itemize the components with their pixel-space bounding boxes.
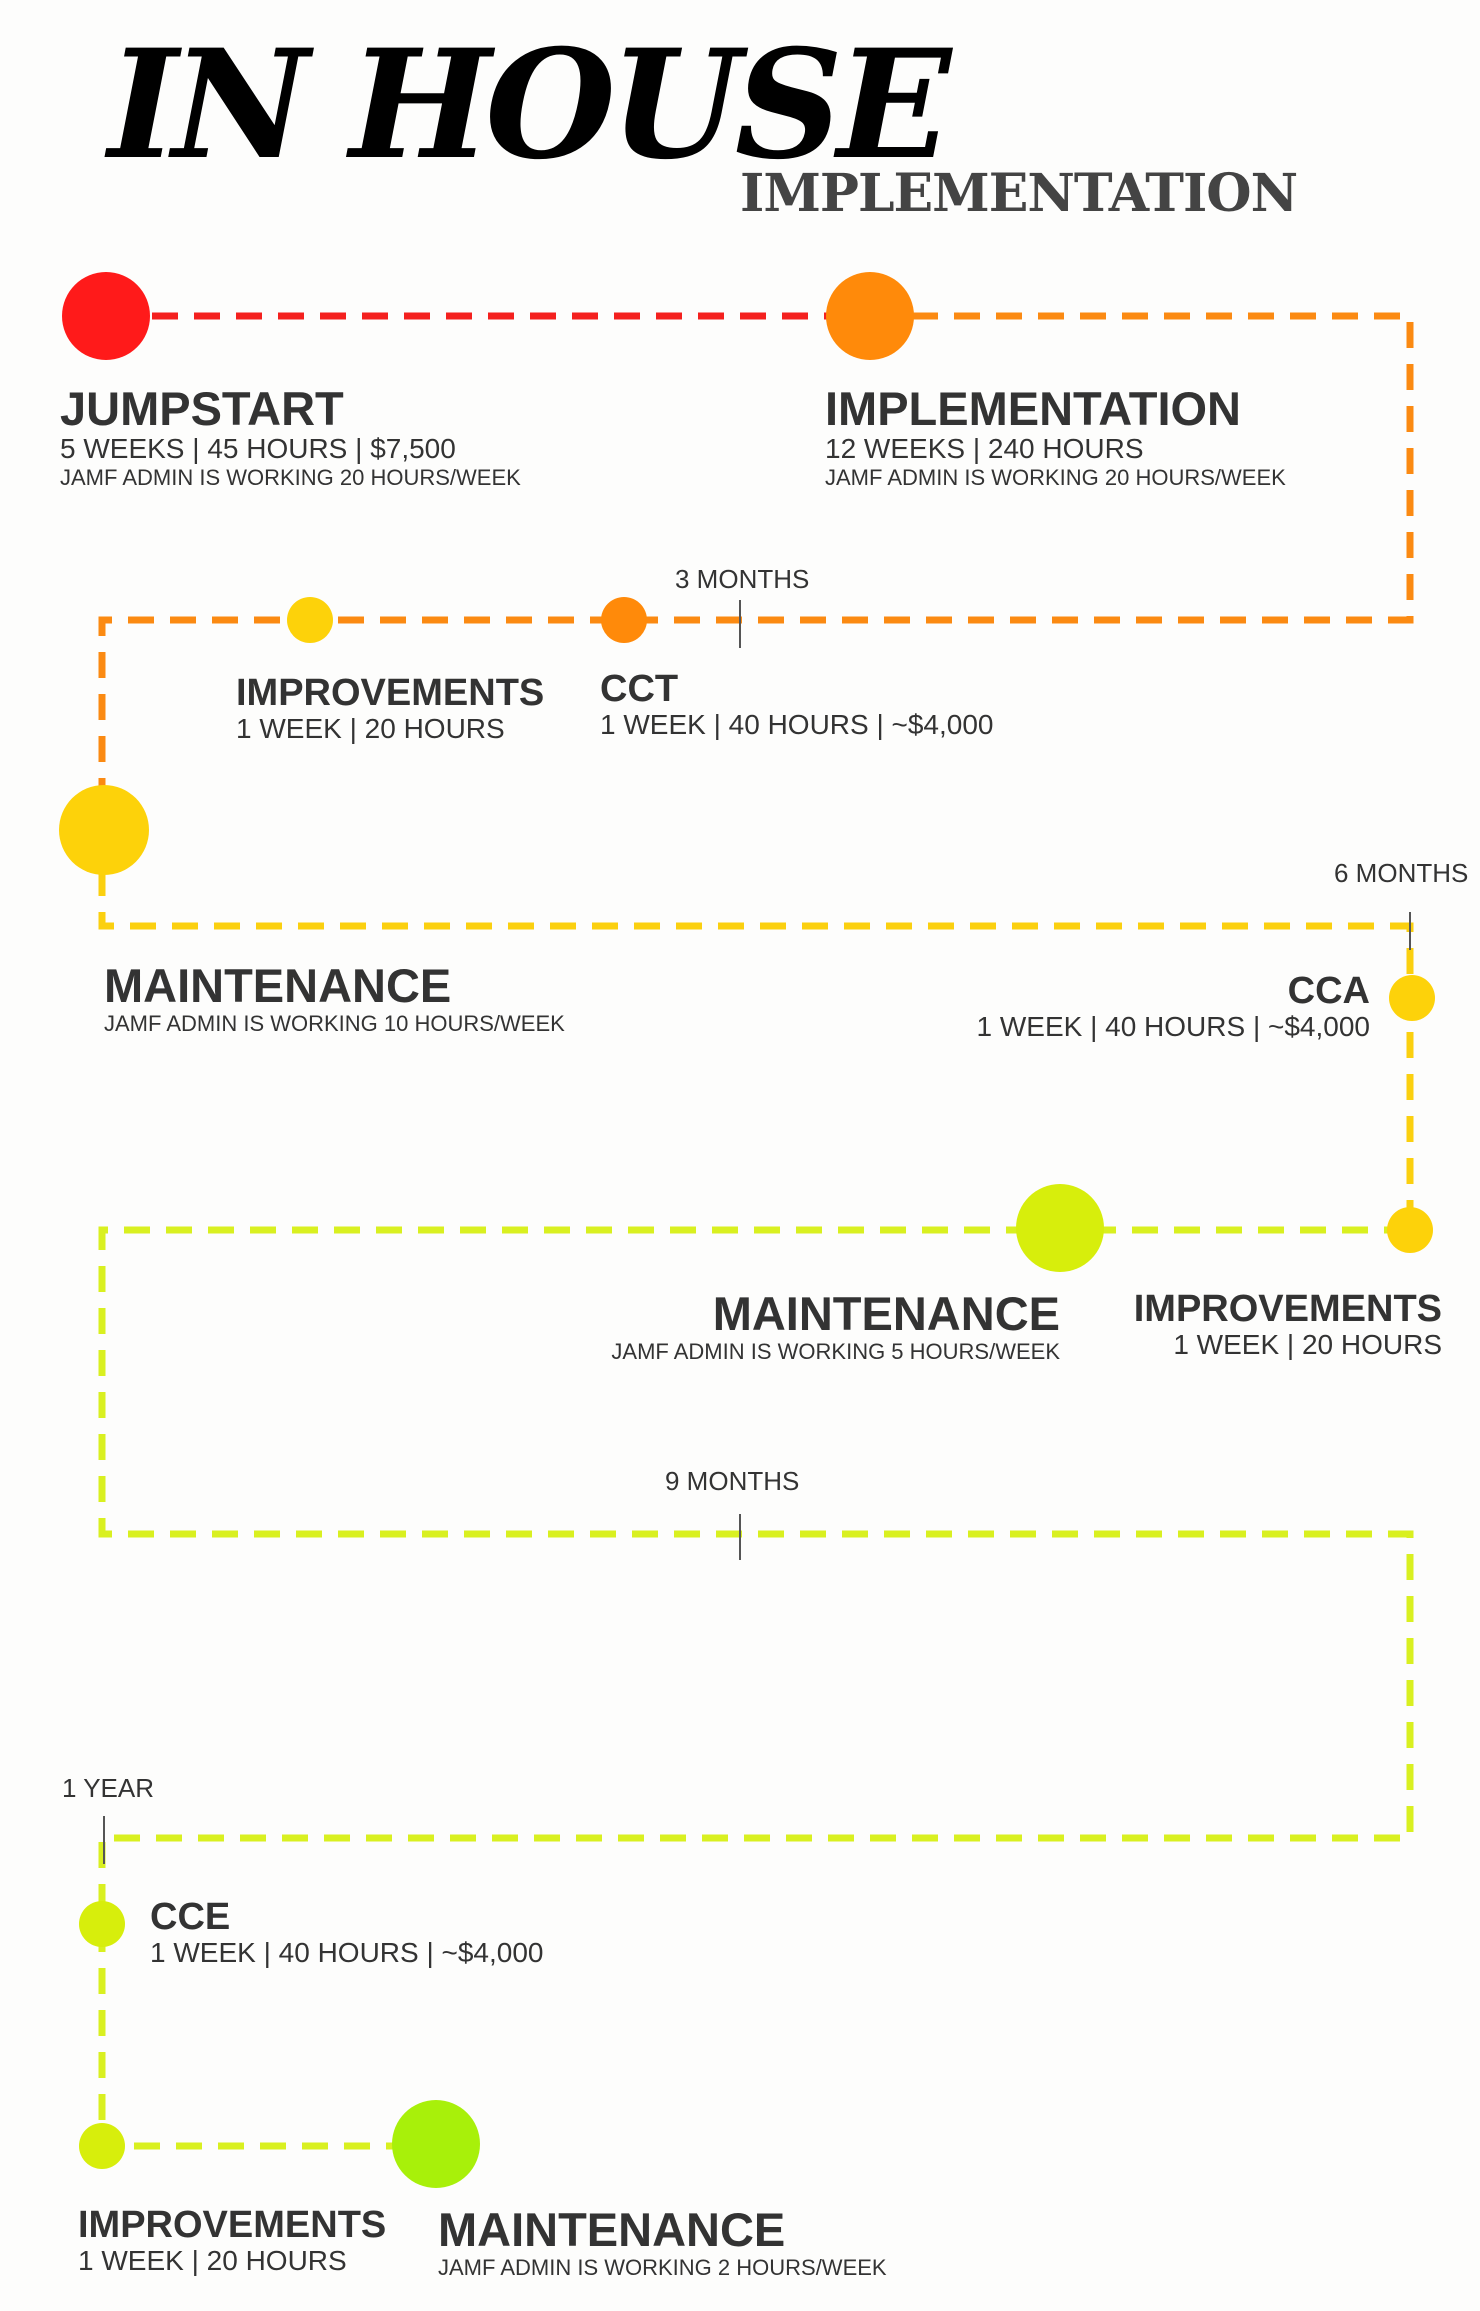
stage-maintenance-1 — [104, 959, 565, 1036]
stage-title: MAINTENANCE — [104, 959, 452, 1012]
stage-improvements-1 — [236, 674, 544, 743]
stage-dot-improvements-3 — [79, 2123, 125, 2169]
stage-note: JAMF ADMIN IS WORKING 2 HOURS/WEEK — [438, 2255, 887, 2280]
stage-detail: 12 WEEKS | 240 HOURS — [825, 433, 1144, 464]
stage-dot-cce — [79, 1901, 125, 1947]
stage-note: JAMF ADMIN IS WORKING 10 HOURS/WEEK — [104, 1011, 565, 1036]
stage-detail: 1 WEEK | 20 HOURS — [236, 713, 505, 744]
stage-detail: 1 WEEK | 40 HOURS | ~$4,000 — [976, 1011, 1370, 1042]
stage-cct — [600, 670, 994, 739]
stage-dot-cct — [601, 597, 647, 643]
stage-note: JAMF ADMIN IS WORKING 20 HOURS/WEEK — [825, 465, 1286, 490]
page-subtitle: IMPLEMENTATION — [740, 163, 1298, 224]
stage-detail: 1 WEEK | 20 HOURS — [1173, 1329, 1442, 1360]
stage-jumpstart — [60, 382, 521, 490]
stage-dot-maintenance-1 — [59, 785, 149, 875]
stage-title: IMPLEMENTATION — [825, 382, 1242, 435]
stage-detail: 1 WEEK | 20 HOURS — [78, 2245, 347, 2276]
stage-title: MAINTENANCE — [438, 2203, 786, 2256]
path-lime-segment — [102, 1230, 1410, 2146]
milestone-6-months: 6 MONTHS — [1334, 858, 1469, 888]
path-yellow-segment — [102, 870, 1410, 1230]
stage-dot-improvements-1 — [287, 597, 333, 643]
stage-dot-cca — [1389, 975, 1435, 1021]
stage-note: JAMF ADMIN IS WORKING 20 HOURS/WEEK — [60, 465, 521, 490]
milestone-9-months: 9 MONTHS — [665, 1466, 800, 1496]
stage-title: CCE — [150, 1896, 231, 1938]
stage-maintenance-3 — [438, 2203, 887, 2280]
stage-detail: 5 WEEKS | 45 HOURS | $7,500 — [60, 433, 456, 464]
stage-dot-implementation — [826, 272, 914, 360]
stage-maintenance-2 — [611, 1287, 1060, 1364]
stage-title: IMPROVEMENTS — [78, 2204, 387, 2246]
stage-improvements-3 — [78, 2206, 386, 2275]
stage-detail: 1 WEEK | 40 HOURS | ~$4,000 — [600, 709, 994, 740]
milestone-1-year: 1 YEAR — [62, 1773, 155, 1803]
stage-title: IMPROVEMENTS — [236, 672, 545, 714]
milestone-3-months: 3 MONTHS — [675, 564, 810, 594]
stage-dot-improvements-2 — [1387, 1207, 1433, 1253]
stage-title: IMPROVEMENTS — [1133, 1288, 1442, 1330]
page-title: IN HOUSE — [108, 17, 946, 193]
stage-note: JAMF ADMIN IS WORKING 5 HOURS/WEEK — [611, 1339, 1060, 1364]
stage-dot-jumpstart — [62, 272, 150, 360]
stage-title: CCA — [1287, 970, 1370, 1012]
stage-title: CCT — [600, 668, 679, 710]
stage-detail: 1 WEEK | 40 HOURS | ~$4,000 — [150, 1937, 544, 1968]
stage-improvements-2 — [1134, 1290, 1442, 1359]
stage-cce — [150, 1898, 544, 1967]
stage-title: JUMPSTART — [60, 382, 344, 435]
stage-dot-maintenance-3 — [392, 2100, 480, 2188]
stage-implementation — [825, 382, 1286, 490]
stage-cca — [976, 972, 1370, 1041]
stage-dot-maintenance-2 — [1016, 1184, 1104, 1272]
stage-title: MAINTENANCE — [712, 1287, 1060, 1340]
